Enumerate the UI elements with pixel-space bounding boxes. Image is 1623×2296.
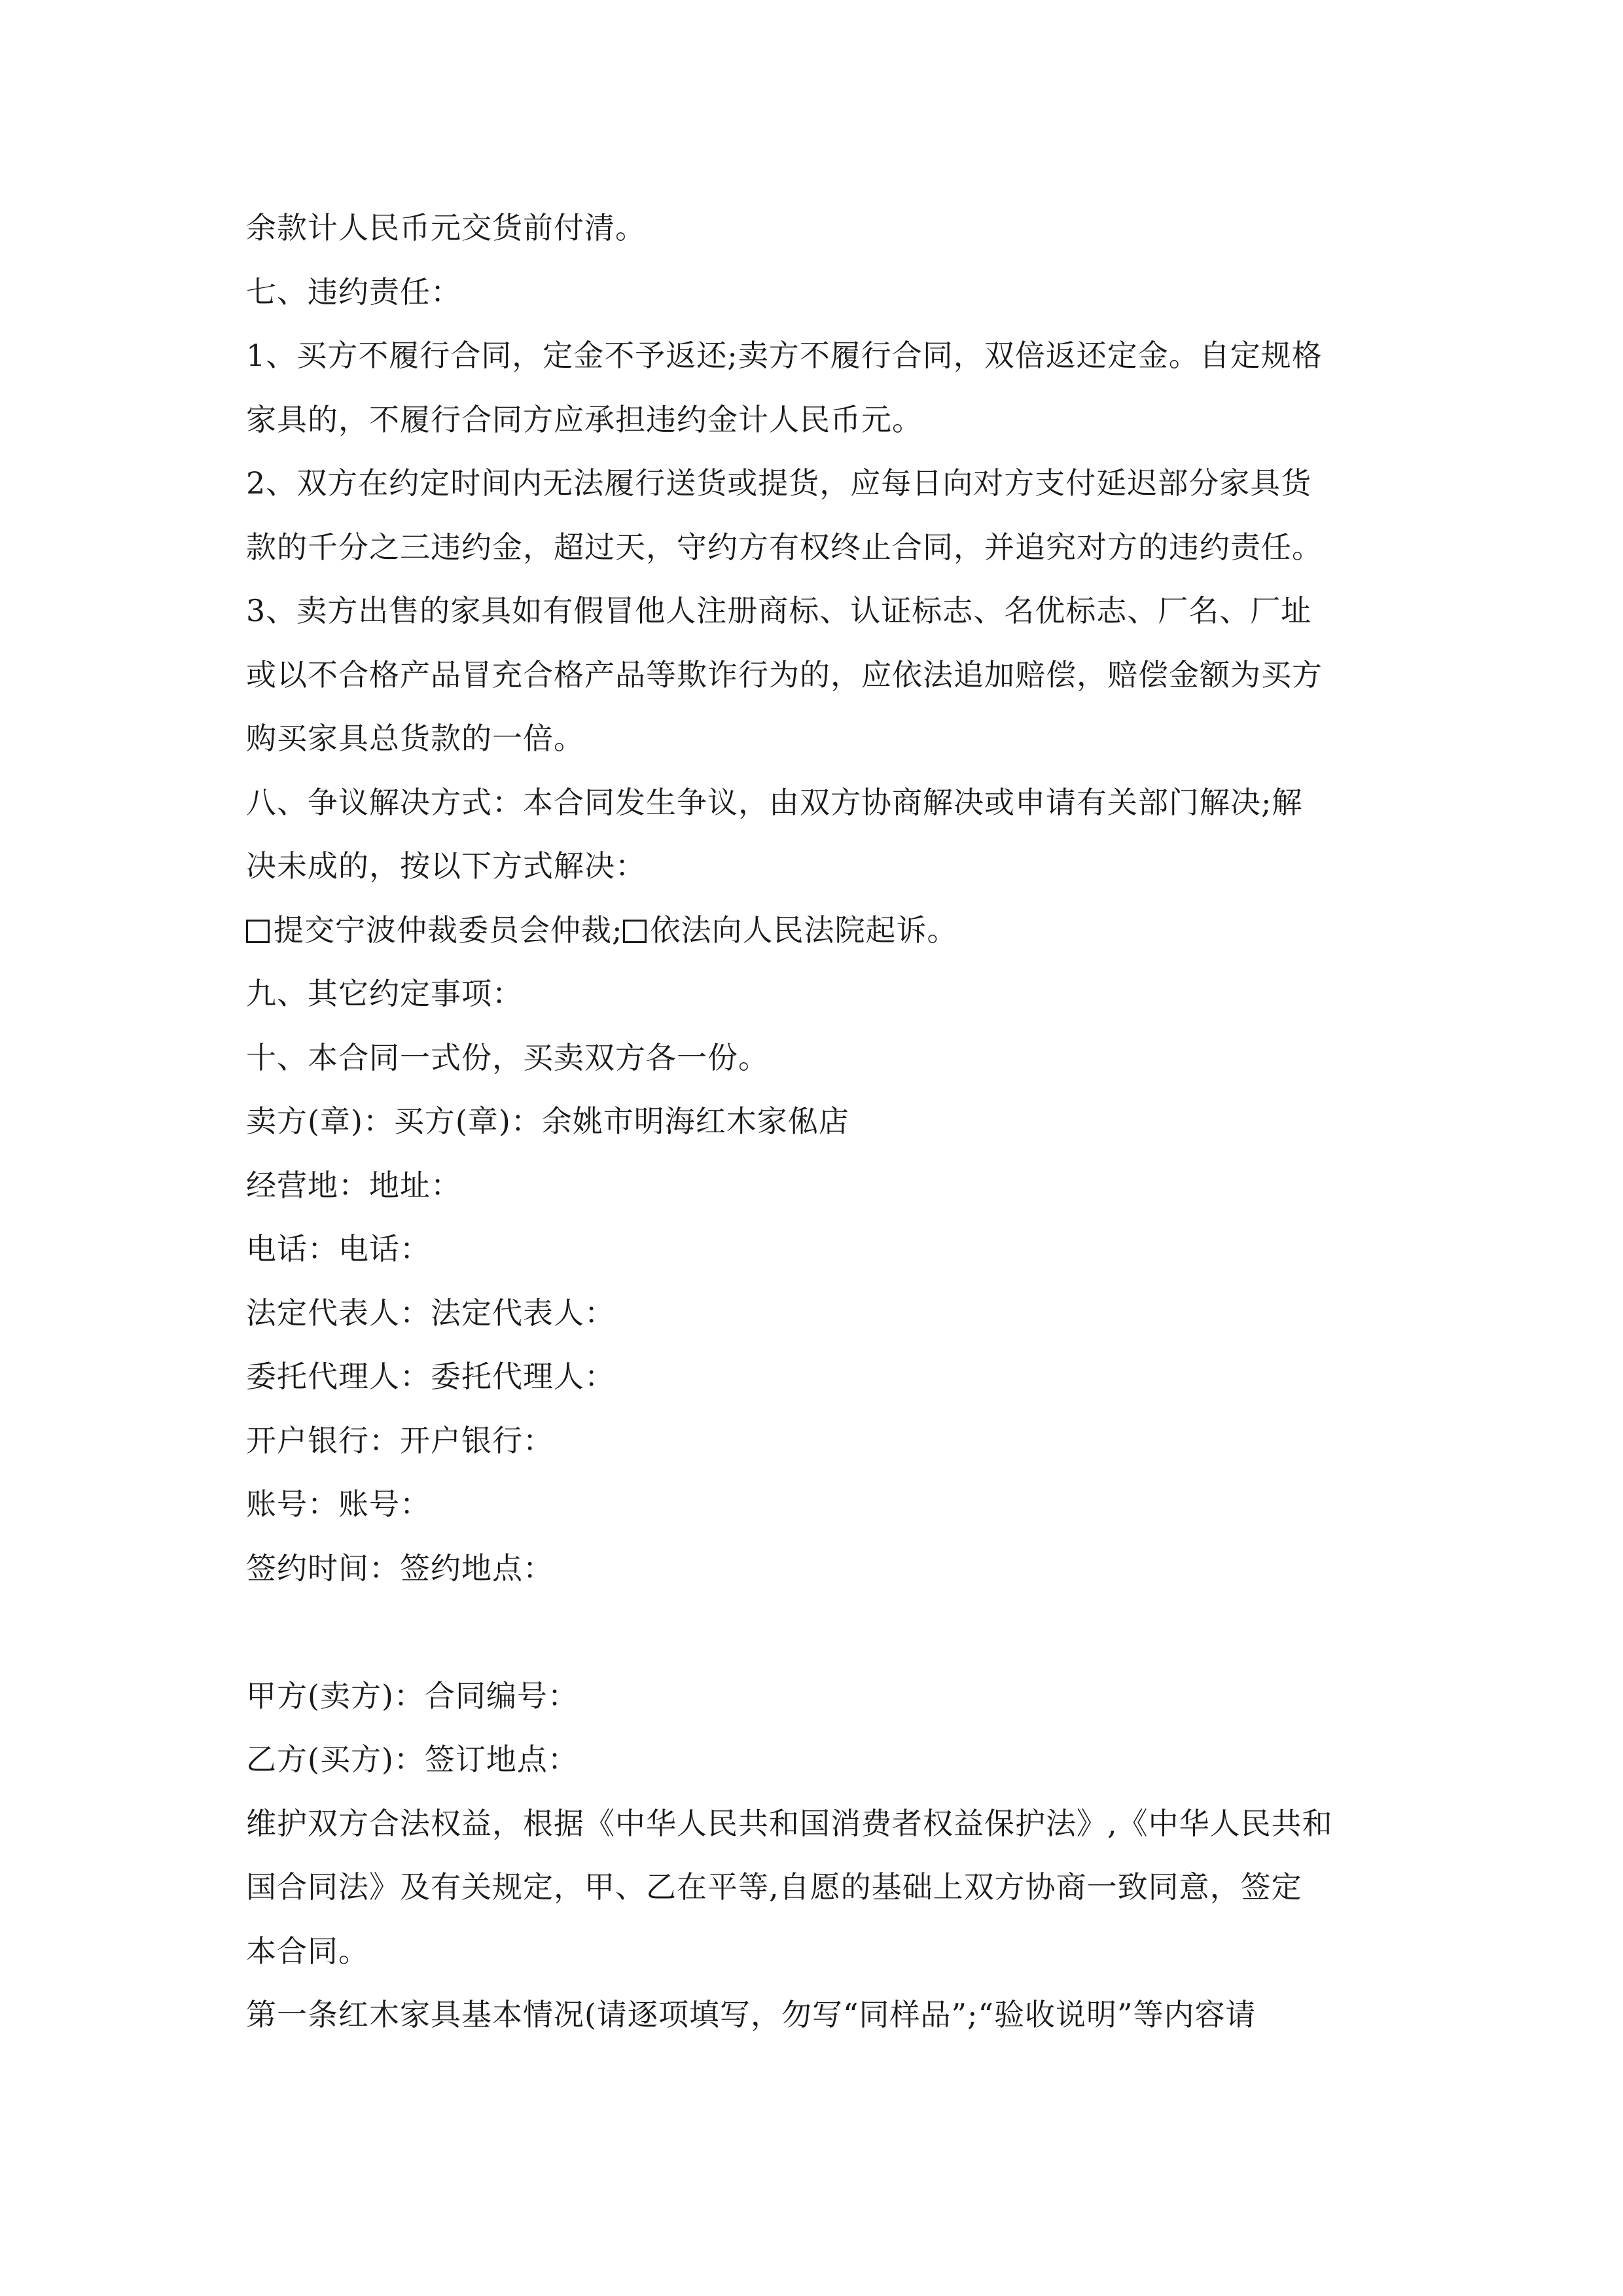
party-a-line: 甲方(卖方)：合同编号： — [246, 1677, 579, 1713]
party-b-line: 乙方(买方)：签订地点： — [246, 1742, 579, 1777]
field-line-account: 账号：账号： — [246, 1486, 431, 1522]
field-line-legal-rep: 法定代表人：法定代表人： — [246, 1295, 615, 1331]
clause-heading-breach: 七、违约责任： — [246, 274, 461, 310]
text-line: 3、卖方出售的家具如有假冒他人注册商标、认证标志、名优标志、厂名、厂址 — [246, 593, 1312, 628]
document-body — [246, 196, 1385, 2047]
text-line: 本合同。 — [246, 1933, 369, 1969]
article-one-heading: 第一条红木家具基本情况(请逐项填写，勿写“同样品”;“验收说明”等内容请 — [246, 1997, 1257, 2032]
text-line: 决未成的，按以下方式解决： — [246, 848, 646, 884]
option-lawsuit-label: 依法向人民法院起诉。 — [650, 912, 958, 948]
text-line: 家具的，不履行合同方应承担违约金计人民币元。 — [246, 401, 923, 437]
text-line: 购买家具总货款的一倍。 — [246, 721, 584, 756]
dispute-options-line — [246, 899, 1385, 963]
text-line: 国合同法》及有关规定，甲、乙在平等,自愿的基础上双方协商一致同意，签定 — [246, 1869, 1302, 1905]
checkbox-arbitration[interactable] — [246, 920, 270, 943]
field-line-bank: 开户银行：开户银行： — [246, 1422, 554, 1458]
field-line-signing: 签约时间：签约地点： — [246, 1550, 554, 1586]
field-line-address: 经营地：地址： — [246, 1167, 461, 1203]
text-line: 或以不合格产品冒充合格产品等欺诈行为的，应依法追加赔偿，赔偿金额为买方 — [246, 656, 1323, 692]
text-line: 1、买方不履行合同，定金不予返还;卖方不履行合同，双倍返还定金。自定规格 — [246, 338, 1323, 373]
field-line-phone: 电话：电话： — [246, 1231, 431, 1266]
option-arbitration-label: 提交宁波仲裁委员会仲裁; — [274, 912, 623, 948]
text-line: 2、双方在约定时间内无法履行送货或提货，应每日向对方支付延迟部分家具货 — [246, 465, 1312, 501]
blank-gap — [246, 1600, 1385, 1664]
field-line-agent: 委托代理人：委托代理人： — [246, 1359, 615, 1394]
text-line: 款的千分之三违约金，超过天，守约方有权终止合同，并追究对方的违约责任。 — [246, 529, 1323, 565]
signature-party-line: 卖方(章)：买方(章)：余姚市明海红木家俬店 — [246, 1103, 849, 1139]
text-line: 十、本合同一式份，买卖双方各一份。 — [246, 1039, 769, 1075]
text-line: 余款计人民币元交货前付清。 — [246, 210, 646, 245]
text-line: 维护双方合法权益，根据《中华人民共和国消费者权益保护法》,《中华人民共和 — [246, 1805, 1333, 1841]
clause-heading-other: 九、其它约定事项： — [246, 976, 523, 1011]
clause-heading-dispute: 八、争议解决方式：本合同发生争议，由双方协商解决或申请有关部门解决;解 — [246, 784, 1303, 820]
checkbox-lawsuit[interactable] — [623, 920, 647, 943]
